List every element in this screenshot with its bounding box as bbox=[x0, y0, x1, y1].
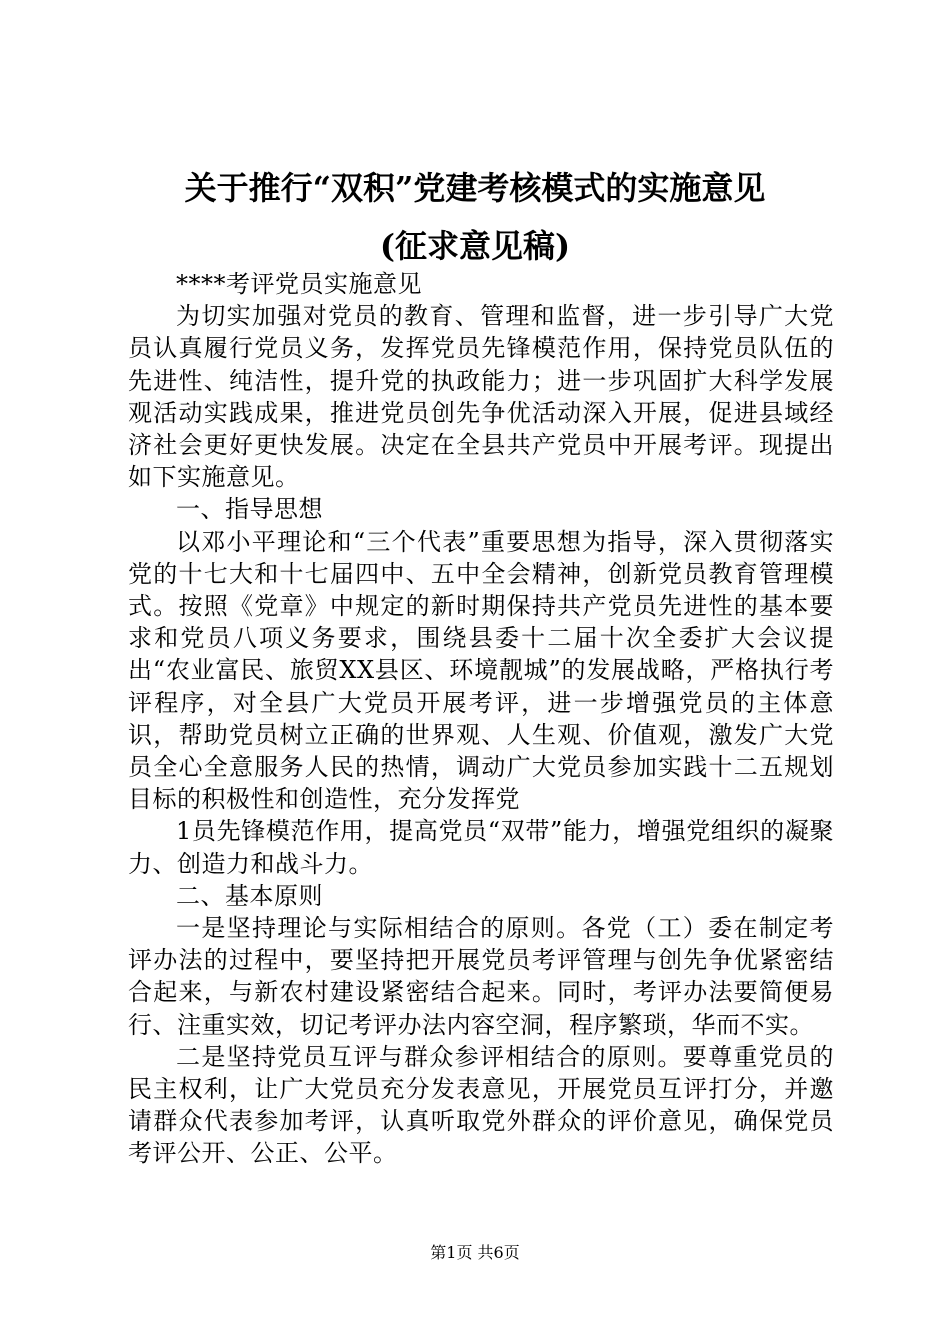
body-paragraph: 为切实加强对党员的教育、管理和监督，进一步引导广大党员认真履行党员义务，发挥党员先锋模范作用，保持党员队伍的先进性、纯洁性，提升党的执政能力；进一步巩固扩大科学发展观活动实践成果，推进党员创先争优活动深入开展，促进县域经济社会更好更快发展。决定在全县共产党员中开展考评。现提出如下实施意见。 bbox=[128, 302, 834, 492]
section-heading: ****考评党员实施意见 bbox=[176, 270, 422, 298]
document-body bbox=[128, 268, 834, 1170]
document-subtitle: (征求意见稿) bbox=[379, 227, 571, 265]
body-paragraph: 一是坚持理论与实际相结合的原则。各党（工）委在制定考评办法的过程中，要坚持把开展党员考评管理与创先争优紧密结合起来，与新农村建设紧密结合起来。同时，考评办法要简便易行、注重实效，切记考评办法内容空洞，程序繁琐，华而不实。 bbox=[128, 914, 834, 1039]
body-paragraph: 二是坚持党员互评与群众参评相结合的原则。要尊重党员的民主权利，让广大党员充分发表意见，开展党员互评打分，并邀请群众代表参加考评，认真听取党外群众的评价意见，确保党员考评公开、公正、公平。 bbox=[128, 1042, 834, 1168]
body-paragraph: 1员先锋模范作用，提高党员“双带”能力，增强党组织的凝聚力、创造力和战斗力。 bbox=[128, 817, 834, 878]
page-footer: 第1页 共6页 bbox=[430, 1243, 520, 1262]
section-heading: 二、基本原则 bbox=[176, 881, 323, 910]
section-heading: 一、指导思想 bbox=[176, 495, 323, 524]
body-paragraph: 以邓小平理论和“三个代表”重要思想为指导，深入贯彻落实党的十七大和十七届四中、五中全会精神，创新党员教育管理模式。按照《党章》中规定的新时期保持共产党员先进性的基本要求和党员八项义务要求，围绕县委十二届十次全委扩大会议提出“农业富民、旅贸XX县区、环境靓城”的发展战略，严格执行考评程序，对全县广大党员开展考评，进一步增强党员的主体意识，帮助党员树立正确的世界观、人生观、价值观，激发广大党员全心全意服务人民的热情，调动广大党员参加实践十二五规划目标的积极性和创造性，充分发挥党 bbox=[128, 527, 834, 814]
document-title: 关于推行“双积”党建考核模式的实施意见 bbox=[184, 169, 766, 207]
